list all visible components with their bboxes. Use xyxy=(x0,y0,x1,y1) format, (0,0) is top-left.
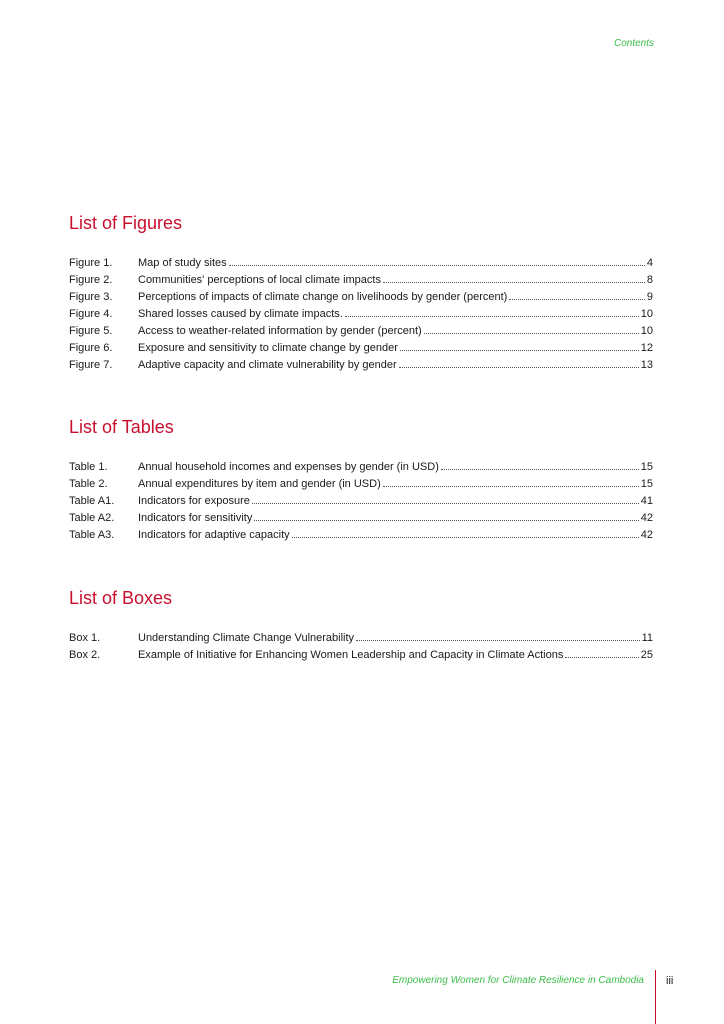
footer-divider xyxy=(655,970,656,1024)
entry-title: Indicators for exposure xyxy=(138,495,250,507)
toc-entry[interactable] xyxy=(69,288,653,305)
dot-leader xyxy=(292,526,639,538)
toc-entry[interactable] xyxy=(69,339,653,356)
toc-entry[interactable] xyxy=(69,305,653,322)
entry-page-number: 12 xyxy=(640,342,653,354)
entry-title: Understanding Climate Change Vulnerability xyxy=(138,632,355,644)
entry-title: Access to weather-related information by gender (percent) xyxy=(138,325,422,337)
tables-list xyxy=(69,458,653,543)
toc-entry[interactable] xyxy=(69,254,653,271)
entry-page-number: 13 xyxy=(640,359,653,371)
page-number: iii xyxy=(666,975,674,987)
entry-label: Box 1. xyxy=(69,632,101,644)
entry-label: Figure 1. xyxy=(69,257,113,269)
entry-label: Figure 2. xyxy=(69,274,113,286)
entry-page-number: 10 xyxy=(640,308,653,320)
entry-title: Indicators for sensitivity xyxy=(138,512,253,524)
entry-title: Example of Initiative for Enhancing Women Leadership and Capacity in Climate Actions xyxy=(138,649,564,661)
entry-page-number: 42 xyxy=(640,512,653,524)
dot-leader xyxy=(400,339,639,351)
entry-page-number: 4 xyxy=(646,257,653,269)
dot-leader xyxy=(356,629,640,641)
entry-page-number: 42 xyxy=(640,529,653,541)
entry-page-number: 15 xyxy=(640,478,653,490)
entry-page-number: 41 xyxy=(640,495,653,507)
dot-leader xyxy=(252,492,639,504)
entry-page-number: 15 xyxy=(640,461,653,473)
entry-label: Figure 3. xyxy=(69,291,113,303)
entry-label: Figure 5. xyxy=(69,325,113,337)
entry-title: Indicators for adaptive capacity xyxy=(138,529,290,541)
figures-list xyxy=(69,254,653,373)
entry-title: Annual household incomes and expenses by gender (in USD) xyxy=(138,461,439,473)
toc-entry[interactable] xyxy=(69,526,653,543)
dot-leader xyxy=(441,458,639,470)
footer-title: Empowering Women for Climate Resilience in Cambodia xyxy=(392,975,644,986)
toc-entry[interactable] xyxy=(69,475,653,492)
entry-title: Perceptions of impacts of climate change on livelihoods by gender (percent) xyxy=(138,291,508,303)
dot-leader xyxy=(424,322,639,334)
boxes-list xyxy=(69,629,653,663)
entry-label: Figure 7. xyxy=(69,359,113,371)
entry-page-number: 11 xyxy=(641,632,653,644)
toc-entry[interactable] xyxy=(69,509,653,526)
entry-title: Annual expenditures by item and gender (in USD) xyxy=(138,478,381,490)
entry-label: Box 2. xyxy=(69,649,101,661)
running-header: Contents xyxy=(613,38,654,49)
dot-leader xyxy=(565,646,638,658)
entry-label: Table A2. xyxy=(69,512,115,524)
list-of-tables xyxy=(69,417,653,543)
entry-title: Map of study sites xyxy=(138,257,227,269)
list-of-boxes xyxy=(69,588,653,663)
toc-entry[interactable] xyxy=(69,458,653,475)
entry-label: Table A1. xyxy=(69,495,115,507)
dot-leader xyxy=(399,356,639,368)
dot-leader xyxy=(345,305,639,317)
entry-title: Communities' perceptions of local climate impacts xyxy=(138,274,381,286)
toc-entry[interactable] xyxy=(69,492,653,509)
entry-title: Exposure and sensitivity to climate change by gender xyxy=(138,342,398,354)
toc-entry[interactable] xyxy=(69,271,653,288)
entry-page-number: 9 xyxy=(646,291,653,303)
entry-label: Figure 6. xyxy=(69,342,113,354)
entry-page-number: 25 xyxy=(640,649,653,661)
entry-label: Table 2. xyxy=(69,478,108,490)
toc-entry[interactable] xyxy=(69,646,653,663)
toc-entry[interactable] xyxy=(69,356,653,373)
list-of-figures xyxy=(69,213,653,373)
dot-leader xyxy=(229,254,645,266)
entry-page-number: 8 xyxy=(646,274,653,286)
entry-label: Figure 4. xyxy=(69,308,113,320)
dot-leader xyxy=(254,509,638,521)
section-title: List of Boxes xyxy=(69,588,173,608)
section-title: List of Figures xyxy=(69,213,183,233)
entry-title: Shared losses caused by climate impacts. xyxy=(138,308,343,320)
entry-title: Adaptive capacity and climate vulnerability by gender xyxy=(138,359,397,371)
section-title: List of Tables xyxy=(69,417,174,437)
entry-label: Table 1. xyxy=(69,461,108,473)
dot-leader xyxy=(509,288,645,300)
toc-entry[interactable] xyxy=(69,629,653,646)
dot-leader xyxy=(383,271,645,283)
entry-label: Table A3. xyxy=(69,529,115,541)
toc-entry[interactable] xyxy=(69,322,653,339)
entry-page-number: 10 xyxy=(640,325,653,337)
dot-leader xyxy=(383,475,639,487)
